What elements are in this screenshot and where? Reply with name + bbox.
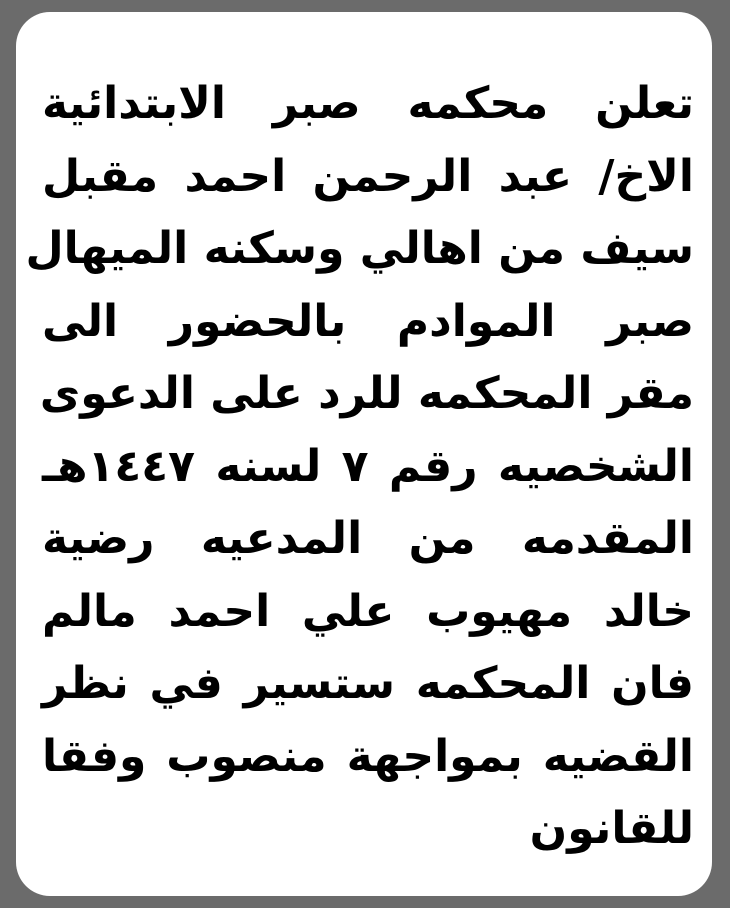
- notice-body: [25, 68, 694, 866]
- notice-line: للقانون: [529, 803, 694, 854]
- notice-line: القضيه بمواجهة منصوب وفقا: [42, 730, 694, 782]
- notice-line: سيف من اهالي وسكنه الميهال: [25, 223, 694, 274]
- notice-line: فان المحكمه ستسير في نظر: [42, 658, 694, 709]
- notice-line: الشخصيه رقم ٧ لسنه ١٤٤٧هـ: [42, 440, 694, 492]
- notice-line: مقر المحكمه للرد على الدعوى: [39, 368, 694, 419]
- notice-line: صبر الموادم بالحضور الى: [42, 295, 694, 347]
- notice-line: الاخ/ عبد الرحمن احمد مقبل: [42, 150, 694, 202]
- notice-line: المقدمه من المدعيه رضية: [42, 513, 694, 564]
- notice-line: تعلن محكمه صبر الابتدائية: [42, 78, 694, 129]
- notice-line: خالد مهيوب علي احمد مالم: [42, 585, 694, 637]
- notice-card: [16, 12, 712, 896]
